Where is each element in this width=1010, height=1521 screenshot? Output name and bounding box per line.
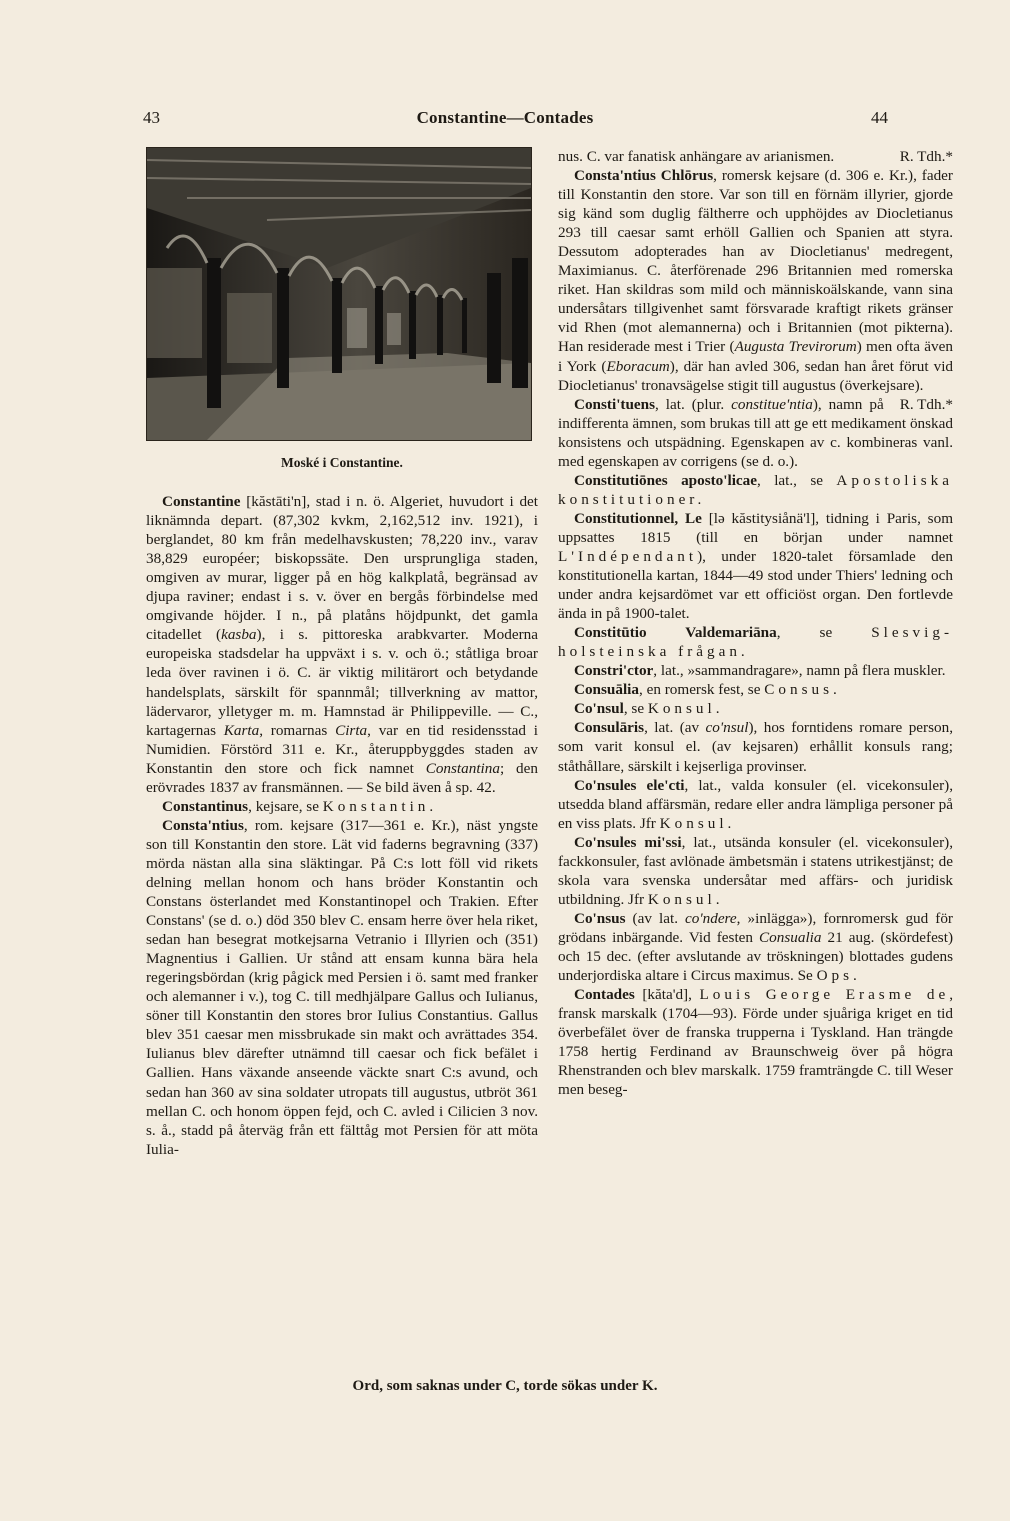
headword: Consuālia bbox=[574, 681, 639, 699]
entry-constantine: Constantine [kăstāti'n], stad i n. ö. Algeriet, huvudort i det liknämnda depart. (87,302 kvkm, 2,162,512 inv. 1921), i berglandet, 80 km från medelhavskusten; 78,220 inv., varav 38,829 européer; biskopssäte. Den ursprungliga staden, omgiven av murar, ligger på en hög kalkplatå, begränsad av djupa raviner; endast i s. v. över en bergås förbindelse med omgivande höjder. I n., på platåns höjdpunkt, det gamla citadellet (kasba), i s. pittoreska arabkvarter. Moderna europeiska stadsdelar ha uppväxt i s. v. och ö.; ståtliga broar leda över ravinen i ö. C. är viktig militärort och betydande handelsplats, särskilt för spannmål; tillverkning av mattor, lädervaror, ylletyger m. m. Hamnstad är Philippeville. — C., kartagernas Karta, romarnas Cirta, var en tid residensstad i Numidien. Förstörd 311 e. Kr., återuppbyggdes staden av Konstantin den store och fick namnet Constantina; den erövrades 1837 av fransmännen. — Se bild även å sp. 42. bbox=[146, 493, 538, 796]
headword: Consta'ntius Chlōrus bbox=[574, 167, 714, 185]
headword: Constitutiōnes aposto'licae bbox=[574, 471, 757, 489]
headword: Constitūtio Valdemariāna bbox=[574, 624, 777, 642]
page-footer-note: Ord, som saknas under C, torde sökas under K. bbox=[352, 1378, 658, 1394]
cross-reference: Konstantin. bbox=[322, 797, 438, 815]
entry-constitutionnel: Constitutionnel, Le [lə kăstitysiånä'l], tidning i Paris, som uppsattes 1815 (till en början under namnet L'Indépendant), under 1820-talet församlade den konstitutionella kartan, 1844—49 stod under Thiers' ledning och under andra kejsardömet var ett officiöst organ. Den fortlevde ända in på 1900-talet. bbox=[558, 509, 954, 623]
headword: Contades bbox=[574, 986, 635, 1004]
entry-consules-missi: Co'nsules mi'ssi, lat., utsända konsuler (el. vicekonsuler), fackkonsuler, fast avlönade ämbetsmän i statens utrikestjänst; de skola vara svenska undersåtar med affärs- och juridisk utbildning. Jfr Konsul. bbox=[558, 833, 953, 908]
signature: R. Tdh.* bbox=[899, 395, 953, 413]
entry-constantius-chlorus: Consta'ntius Chlōrus, romersk kejsare (d. 306 e. Kr.), fader till Konstantin den store. Var son till en förnäm illyrier, gjorde sig känd som duglig fältherre och upphöjdes av Diocletianus 293 till caesar samt erhöll Gallien och Spanien att styra. Dessutom adopterades han av Diocletianus' medregent, Maximianus. C. återförenade 296 Britannien med romerska riket. Han skildras som mild och människoälskande, vann sina undersåtars tillgivenhet samt försvarade kraftigt rikets gränser vid Rhen (mot alemannerna) och i Britannien (mot pikterna). Han residerade mest i Trier (Augusta Trevirorum) men ofta även i York (Eboracum), där han avled 306, sedan han året förut vid Diocletianus' tronavsägelse stigit till augustus (överkejsare). R. Tdh.* bbox=[558, 167, 954, 413]
cross-reference: Konsul. bbox=[647, 890, 724, 908]
cross-reference: Apostoliska konstitutioner. bbox=[558, 471, 953, 508]
headword: Co'nsules ele'cti bbox=[574, 776, 685, 794]
page-number-right: 44 bbox=[871, 108, 888, 127]
entry-consus: Co'nsus (av lat. co'ndere, »inlägga»), fornromersk gud för grödans inbärgande. Vid festen Consualia 21 aug. (skördefest) och 15 dec. (efter avslutande av tröskningen) blottades gudens underjordiska altare i Circus maximus. Se Ops. bbox=[558, 909, 953, 985]
headword: Consti'tuens bbox=[574, 395, 656, 413]
headword: Co'nsul bbox=[574, 700, 624, 718]
entry-constrictor: Constri'ctor, lat., »sammandragare», namn på flera muskler. bbox=[574, 662, 946, 680]
signature: R. Tdh.* bbox=[899, 148, 953, 165]
headword: Constantinus bbox=[162, 797, 249, 815]
entry-consularis: Consulāris, lat. (av co'nsul), hos forntidens romare person, som varit konsul el. (av kejsaren) erhållit konsuls rang; ståthållare, särskilt i kejserliga provinser. bbox=[558, 719, 953, 775]
entry-consul: Co'nsul, se Konsul. bbox=[574, 700, 724, 718]
entry-consualia: Consuālia, en romersk fest, se Consus. bbox=[574, 681, 841, 699]
entry-constantinus: Constantinus, kejsare, se Konstantin. bbox=[162, 797, 438, 815]
headword: Consulāris bbox=[574, 719, 645, 737]
cross-reference: Ops. bbox=[816, 967, 861, 985]
cross-reference: Slesvig-holsteinska frågan. bbox=[558, 624, 954, 661]
running-title: Constantine—Contades bbox=[416, 108, 594, 127]
entry-continuation: nus. C. var fanatisk anhängare av arianismen. R. Tdh.* bbox=[558, 148, 953, 165]
entry-constitutio-valdemariana: Constitūtio Valdemariāna, se Slesvig-holsteinska frågan. bbox=[558, 624, 954, 661]
figure-caption: Moské i Constantine. bbox=[281, 455, 403, 470]
cross-reference: Konsul. bbox=[647, 700, 724, 718]
headword: Constitutionnel, Le bbox=[574, 509, 702, 527]
headword: Consta'ntius bbox=[162, 816, 244, 834]
entry-contades: Contades [kăta'd], Louis George Erasme de, fransk marskalk (1704—93). Förde under sjuåriga kriget en tid överbefälet över de franska trupperna i Tyskland. Han trängde 1758 hertig Ferdinand av Braunschweig över på högra Rhenstranden och blev marskalk. 1759 framträngde C. till Weser men beseg- bbox=[558, 986, 954, 1099]
entry-constituens: Consti'tuens, lat. (plur. constitue'ntia), namn på indifferenta ämnen, som brukas till att ge ett medikament önskad konsistens och utspädning. Egenskapen av c. kombineras vanl. med egenskapen av corrigens (se d. o.). bbox=[558, 395, 953, 470]
headword: Co'nsules mi'ssi bbox=[574, 833, 682, 851]
entry-consules-electi: Co'nsules ele'cti, lat., valda konsuler (el. vicekonsuler), utsedda bland affärsmän, redare eller andra lämpliga personer på en viss plats. Jfr Konsul. bbox=[558, 776, 953, 832]
headword: Constantine bbox=[162, 493, 241, 511]
left-column bbox=[146, 147, 538, 1159]
headword: Co'nsus bbox=[574, 909, 626, 927]
mosque-photograph bbox=[146, 147, 532, 441]
entry-constantius: Consta'ntius, rom. kejsare (317—361 e. Kr.), näst yngste son till Konstantin den store. Lät vid faderns begravning (337) mörda nästan alla sina släktingar. På C:s lott föll vid rikets delning mellan honom och hans bröder Konstantin och Constans österlandet med Konstantinopel och Trakien. Efter Constans' (se d. o.) död 350 blev C. ensam herre över hela riket, sedan han besegrat motkejsarna Vetranio i Illyrien och (351) Magnentius i Gallien. Ur stånd att ensam kunna bära hela regeringsbördan (krig pågick med Persien i ö. samt med franker och alemanner i v.), tog C. till medhjälpare Gallus och Iulianus, söner till Konstantin den stores bror Iulius Constantius. Gallus blev 351 caesar men missbrukade sin makt och avrättades 354. Iulianus blev därefter utnämnd till caesar och fick befälet i Gallien. Hans växande anseende väckte snart C:s avund, och sedan han 360 av sina soldater utropats till augustus, utbröt 361 mellan C. och honom öppen fejd, och C. avled i Cilicien 3 nov. s. å., stadd på återväg från ett fälttåg mot Persien för att möta Iulia- bbox=[146, 816, 538, 1158]
headword: Constri'ctor bbox=[574, 662, 654, 680]
cross-reference: Consus. bbox=[764, 681, 841, 699]
entry-constitutiones: Constitutiōnes aposto'licae, lat., se Apostoliska konstitutioner. bbox=[558, 471, 953, 508]
right-column bbox=[558, 147, 953, 1099]
cross-reference: Konsul. bbox=[659, 814, 736, 832]
page-number-left: 43 bbox=[143, 108, 160, 127]
